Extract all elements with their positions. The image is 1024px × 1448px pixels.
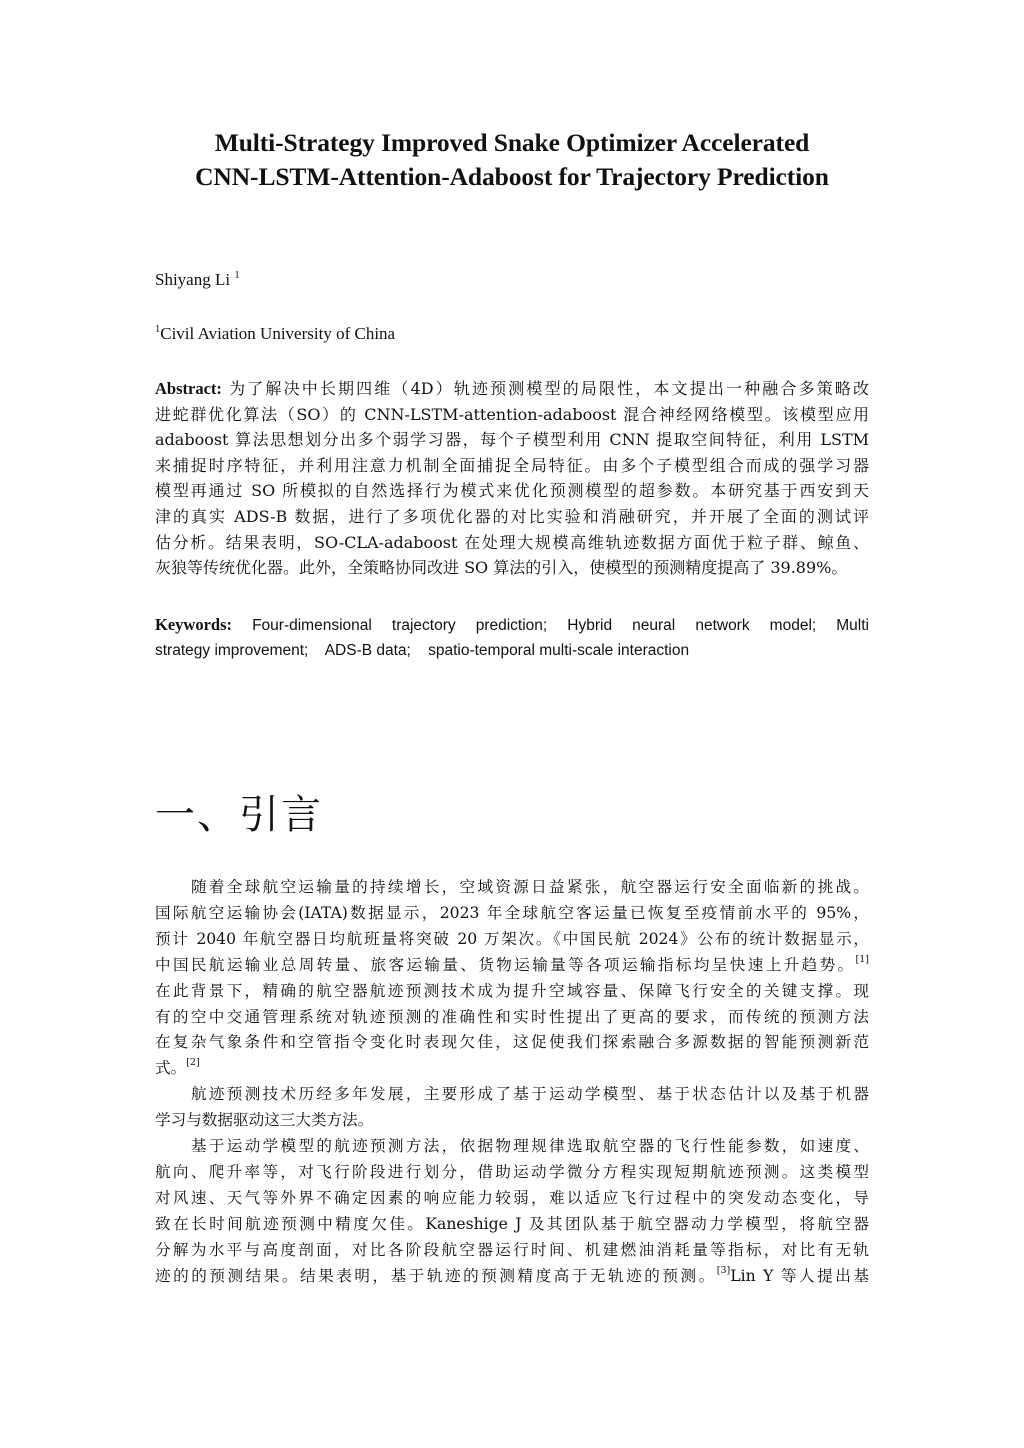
citation-ref[interactable]: [2] <box>186 1057 200 1069</box>
body-line: 随着全球航空运输量的持续增长，空域资源日益紧张，航空器运行安全面临新的挑战。 <box>191 878 869 896</box>
body-line: 航迹预测技术历经多年发展，主要形成了基于运动学模型、基于状态估计以及基于机器 <box>191 1085 869 1104</box>
section-heading: 一、引言 <box>155 792 323 838</box>
abstract-line: Abstract: 为了解决中长期四维（4D）轨迹预测模型的局限性，本文提出一种融合多策略改 <box>155 379 869 398</box>
affiliation-line <box>155 324 395 344</box>
body-line: 学习与数据驱动这三大类方法。 <box>155 1111 374 1130</box>
title-line-1: Multi-Strategy Improved Snake Optimizer Accelerated <box>214 128 810 157</box>
abstract-line: 估分析。结果表明，SO-CLA-adaboost 在处理大规模高维轨迹数据方面优于粒子群、鲸鱼、 <box>155 532 869 552</box>
keywords <box>155 612 869 663</box>
body-line: 有的空中交通管理系统对轨迹预测的准确性和实时性提出了更高的要求，而传统的预测方法 <box>155 1007 869 1026</box>
body-text <box>155 875 869 1290</box>
body-line: 对风速、天气等外界不确定因素的响应能力较弱，难以适应飞行过程中的突发动态变化，导 <box>155 1188 869 1207</box>
affiliation-mark: 1 <box>155 324 161 335</box>
body-line: 国际航空运输协会(IATA)数据显示，2023 年全球航空客运量已恢复至疫情前水平的 95%， <box>155 903 869 922</box>
body-line: 预计 2040 年航空器日均航班量将突破 20 万架次。《中国民航 2024》公布的统计数据显示， <box>155 929 869 948</box>
keywords-line: Keywords: Four-dimensional trajectory prediction; Hybrid neural network model; Multi <box>155 615 869 634</box>
title-line-2: CNN-LSTM-Attention-Adaboost for Trajectory Prediction <box>195 162 829 191</box>
keywords-line: strategy improvement; ADS-B data; spatio-temporal multi-scale interaction <box>155 642 690 659</box>
abstract-label: Abstract: <box>155 379 222 398</box>
citation-ref[interactable]: [3] <box>716 1264 731 1276</box>
author-affiliation-mark: 1 <box>234 270 240 281</box>
body-line: 在此背景下，精确的航空器航迹预测技术成为提升空域容量、保障飞行安全的关键支撑。现 <box>155 981 869 1000</box>
abstract-line: 来捕捉时序特征，并利用注意力机制全面捕捉全局特征。由多个子模型组合而成的强学习器 <box>155 455 869 475</box>
body-line: 式。[2] <box>155 1057 200 1078</box>
body-line: 迹的的预测结果。结果表明，基于轨迹的预测精度高于无轨迹的预测。[3]Lin Y 等人提出基 <box>155 1264 869 1285</box>
body-line: 航向、爬升率等，对飞行阶段进行划分，借助运动学微分方程实现短期航迹预测。这类模型 <box>155 1162 869 1181</box>
body-line: 分解为水平与高度剖面，对比各阶段航空器运行时间、机建燃油消耗量等指标，对比有无轨 <box>155 1240 869 1259</box>
body-line: 致在长时间航迹预测中精度欠佳。Kaneshige J 及其团队基于航空器动力学模型，将航空器 <box>155 1214 869 1233</box>
abstract-line: 津的真实 ADS-B 数据，进行了多项优化器的对比实验和消融研究，并开展了全面的测试评 <box>155 506 869 526</box>
affiliation-name: Civil Aviation University of China <box>160 324 396 343</box>
abstract-line: 模型再通过 SO 所模拟的自然选择行为模式来优化预测模型的超参数。本研究基于西安到天 <box>155 481 869 501</box>
abstract-line: 进蛇群优化算法（SO）的 CNN-LSTM-attention-adaboost 混合神经网络模型。该模型应用 <box>155 404 869 424</box>
abstract-line: 灰狼等传统优化器。此外，全策略协同改进 SO 算法的引入，使模型的预测精度提高了 39.89%。 <box>155 558 848 578</box>
abstract-line: adaboost 算法思想划分出多个弱学习器，每个子模型利用 CNN 提取空间特征，利用 LSTM <box>155 430 869 450</box>
author-line <box>155 270 240 290</box>
author-name: Shiyang Li <box>155 270 231 289</box>
abstract <box>155 376 869 581</box>
paper-title <box>120 126 904 194</box>
keywords-label: Keywords: <box>155 615 232 634</box>
body-line: 基于运动学模型的航迹预测方法，依据物理规律选取航空器的飞行性能参数，如速度、 <box>191 1137 869 1156</box>
body-line: 在复杂气象条件和空管指令变化时表现欠佳，这促使我们探索融合多源数据的智能预测新范 <box>155 1033 869 1052</box>
body-line: 中国民航运输业总周转量、旅客运输量、货物运输量等各项运输指标均呈快速上升趋势。[1] <box>155 953 869 974</box>
citation-ref[interactable]: [1] <box>855 953 869 965</box>
